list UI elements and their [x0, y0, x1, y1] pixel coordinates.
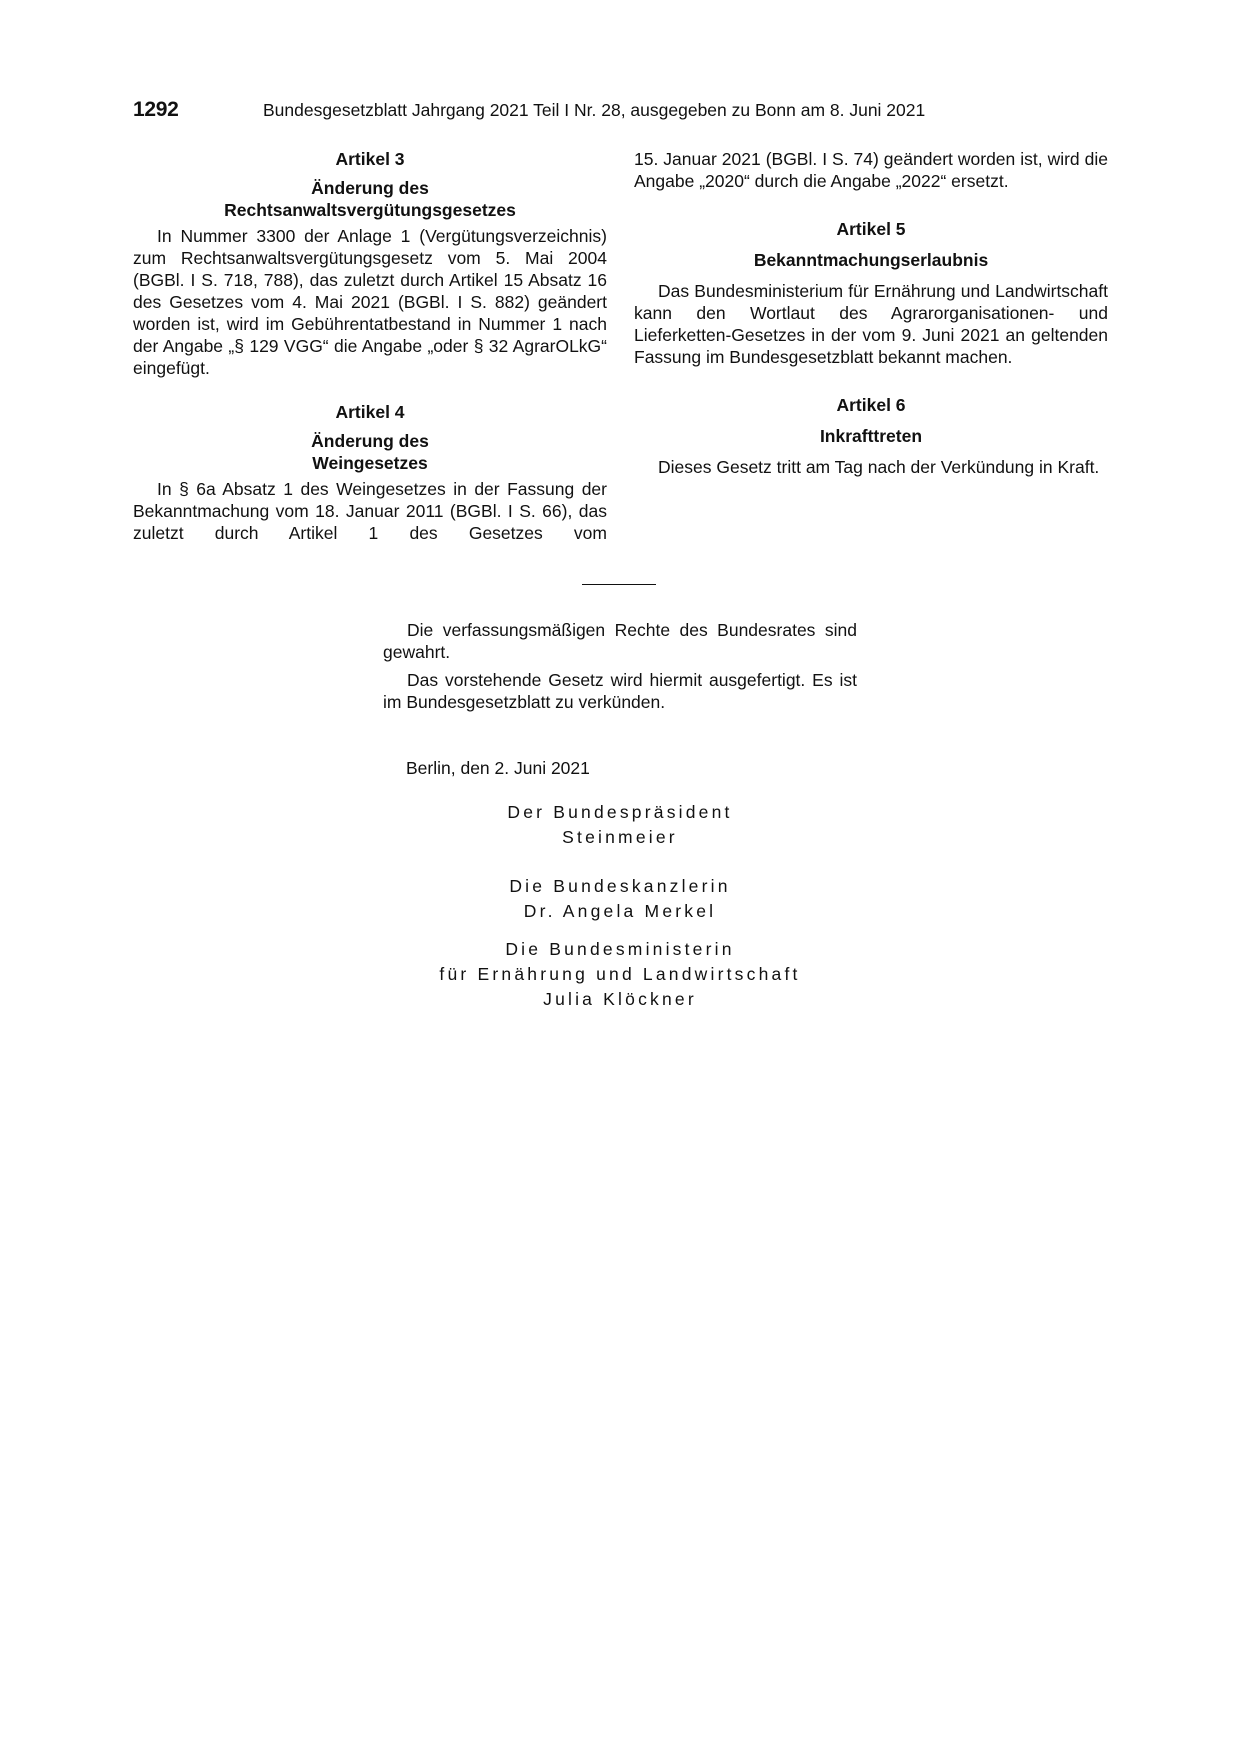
left-column — [133, 148, 607, 544]
signature-name: Steinmeier — [562, 827, 678, 847]
article-title: Weingesetzes — [312, 453, 428, 473]
section-divider — [582, 584, 656, 585]
article-number: Artikel 4 — [335, 402, 405, 422]
signature-role: Die Bundeskanzlerin — [509, 876, 731, 896]
gazette-title: Bundesgesetzblatt Jahrgang 2021 Teil I Nr. 28, ausgegeben zu Bonn am 8. Juni 2021 — [263, 100, 926, 120]
right-column — [634, 148, 1108, 478]
closing-formula — [383, 619, 857, 719]
article-number: Artikel 6 — [836, 395, 906, 415]
article-title: Änderung des — [311, 178, 429, 198]
article-title: Bekanntmachungserlaubnis — [753, 250, 989, 270]
signature-role: für Ernährung und Landwirtschaft — [439, 964, 801, 984]
article-4 — [133, 401, 607, 544]
signature-role: Die Bundesministerin — [505, 939, 735, 959]
article-title: Rechtsanwaltsvergütungsgesetzes — [224, 200, 516, 220]
article-text: In Nummer 3300 der Anlage 1 (Vergütungsverzeichnis) zum Rechtsanwaltsvergütungsgesetz vom 5. Mai 2004 (BGBl. I S. 718, 788), das zuletzt durch Artikel 15 Absatz 16 des Gesetzes vom 4. Mai 2021 (BGBl. I S. 882) geändert worden ist, wird im Gebührentatbestand in Nummer 1 nach der Angabe „§ 129 VGG“ die Angabe „oder § 32 AgrarOLkG“ eingefügt. — [133, 226, 607, 378]
article-3 — [133, 148, 607, 379]
article-number: Artikel 5 — [836, 219, 906, 239]
signature-block-chancellor — [383, 874, 857, 924]
article-text: Das Bundesministerium für Ernährung und Landwirtschaft kann den Wortlaut des Agrarorganisationen- und Lieferketten-Gesetzes in der vom 9. Juni 2021 an geltenden Fassung im Bundesgesetzblatt bekannt machen. — [634, 281, 1108, 367]
closing-paragraph: Das vorstehende Gesetz wird hiermit ausgefertigt. Es ist im Bundesgesetzblatt zu verkünden. — [383, 670, 857, 712]
article-text-continued: 15. Januar 2021 (BGBl. I S. 74) geändert worden ist, wird die Angabe „2020“ durch die Angabe „2022“ ersetzt. — [634, 149, 1108, 191]
place-date: Berlin, den 2. Juni 2021 — [406, 758, 590, 778]
article-6 — [634, 394, 1108, 478]
article-title: Inkrafttreten — [819, 426, 923, 446]
closing-paragraph: Die verfassungsmäßigen Rechte des Bundesrates sind gewahrt. — [383, 620, 857, 662]
page-number: 1292 — [133, 98, 179, 121]
article-number: Artikel 3 — [335, 149, 405, 169]
page-header — [133, 98, 1115, 126]
signature-block-president — [383, 800, 857, 850]
signature-name: Julia Klöckner — [543, 989, 697, 1009]
article-title: Änderung des — [311, 431, 429, 451]
signature-name: Dr. Angela Merkel — [523, 901, 717, 921]
signature-role: Der Bundespräsident — [507, 802, 733, 822]
article-5 — [634, 218, 1108, 368]
article-text: Dieses Gesetz tritt am Tag nach der Verkündung in Kraft. — [658, 457, 1100, 477]
article-text: In § 6a Absatz 1 des Weingesetzes in der Fassung der Bekanntmachung vom 18. Januar 2011 (BGBl. I S. 66), das zuletzt durch Artikel 1 des Gesetzes vom — [133, 479, 607, 543]
signature-block-minister — [383, 937, 857, 1012]
